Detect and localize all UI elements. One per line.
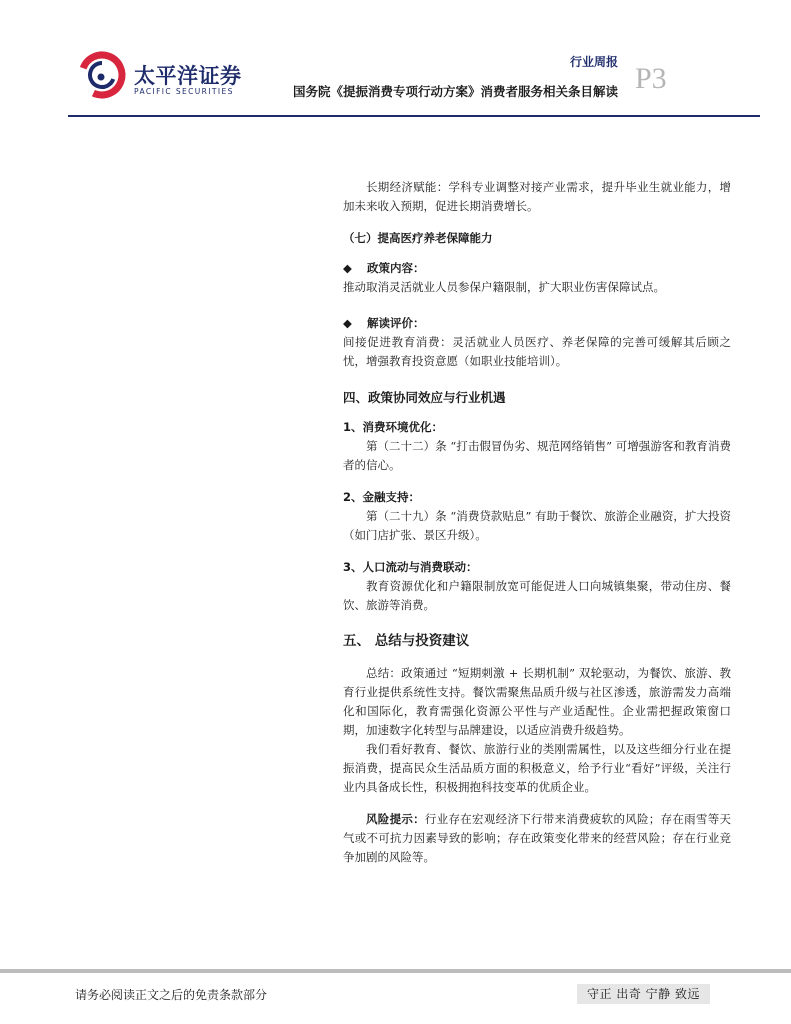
item-1-text: 第（二十二）条 “打击假冒伪劣、规范网络销售” 可增强游客和教育消费者的信心。 [343, 439, 731, 472]
view-paragraph: 我们看好教育、餐饮、旅游行业的类刚需属性，以及这些细分行业在提振消费，提高民众生活品质方面的积极意义，给予行业“看好”评级，关注行业内具备成长性，积极拥抱科技变革的优质企业。 [343, 742, 731, 794]
section-5-heading: 五、 总结与投资建议 [343, 633, 470, 649]
eval-heading [343, 314, 731, 333]
item-3-heading: 3、人口流动与消费联动： [343, 560, 478, 574]
diamond-bullet-icon: ◆ [343, 316, 352, 330]
page-number: P3 [635, 62, 667, 95]
sub-heading-7: （七）提高医疗养老保障能力 [343, 231, 493, 245]
intro-paragraph: 长期经济赋能：学科专业调整对接产业需求，提升毕业生就业能力，增加未来收入预期，促进长期消费增长。 [343, 180, 731, 213]
item-3-text: 教育资源优化和户籍限制放宽可能促进人口向城镇集聚，带动住房、餐饮、旅游等消费。 [343, 579, 731, 612]
summary-paragraph: 总结：政策通过 “短期刺激 + 长期机制” 双轮驱动，为餐饮、旅游、教育行业提供系统性支持。餐饮需聚焦品质升级与社区渗透，旅游需发力高端化和国际化，教育需强化资源公平性与产业适配性。企业需把握政策窗口期，加速数字化转型与品牌建设，以适应消费升级趋势。 [343, 666, 731, 737]
logo-name-cn: 太平洋证券 [134, 64, 242, 88]
risk-paragraph [343, 810, 731, 867]
item-2-heading: 2、金融支持： [343, 490, 421, 504]
company-motto: 守正 出奇 宁静 致远 [577, 984, 710, 1004]
pacific-logo-icon [76, 44, 128, 106]
risk-label: 风险提示： [366, 812, 425, 826]
report-title: 国务院《提振消费专项行动方案》消费者服务相关条目解读 [292, 84, 618, 99]
policy-text: 推动取消灵活就业人员参保户籍限制，扩大职业伤害保障试点。 [343, 280, 665, 294]
logo-name-en: PACIFIC SECURITIES [134, 87, 234, 96]
report-type: 行业周报 [569, 55, 618, 69]
diamond-bullet-icon: ◆ [343, 261, 352, 275]
policy-heading [343, 259, 731, 278]
main-content [343, 178, 731, 867]
item-1-heading: 1、消费环境优化： [343, 420, 444, 434]
risk-text: 行业存在宏观经济下行带来消费疲软的风险；存在雨雪等天气或不可抗力因素导致的影响；存在政策变化带来的经营风险；存在行业竞争加剧的风险等。 [343, 812, 732, 864]
section-4-heading: 四、政策协同效应与行业机遇 [343, 390, 506, 405]
policy-label: 政策内容： [367, 261, 425, 275]
footer-divider [0, 969, 791, 973]
disclaimer-text: 请务必阅读正文之后的免责条款部分 [75, 988, 268, 1002]
header-divider [68, 115, 760, 117]
eval-label: 解读评价： [367, 316, 425, 330]
page-header [0, 0, 791, 120]
item-2-text: 第（二十九）条 “消费贷款贴息” 有助于餐饮、旅游企业融资，扩大投资（如门店扩张、景区升级）。 [343, 509, 731, 542]
eval-text: 间接促进教育消费：灵活就业人员医疗、养老保障的完善可缓解其后顾之忧，增强教育投资意愿（如职业技能培训）。 [343, 335, 731, 368]
